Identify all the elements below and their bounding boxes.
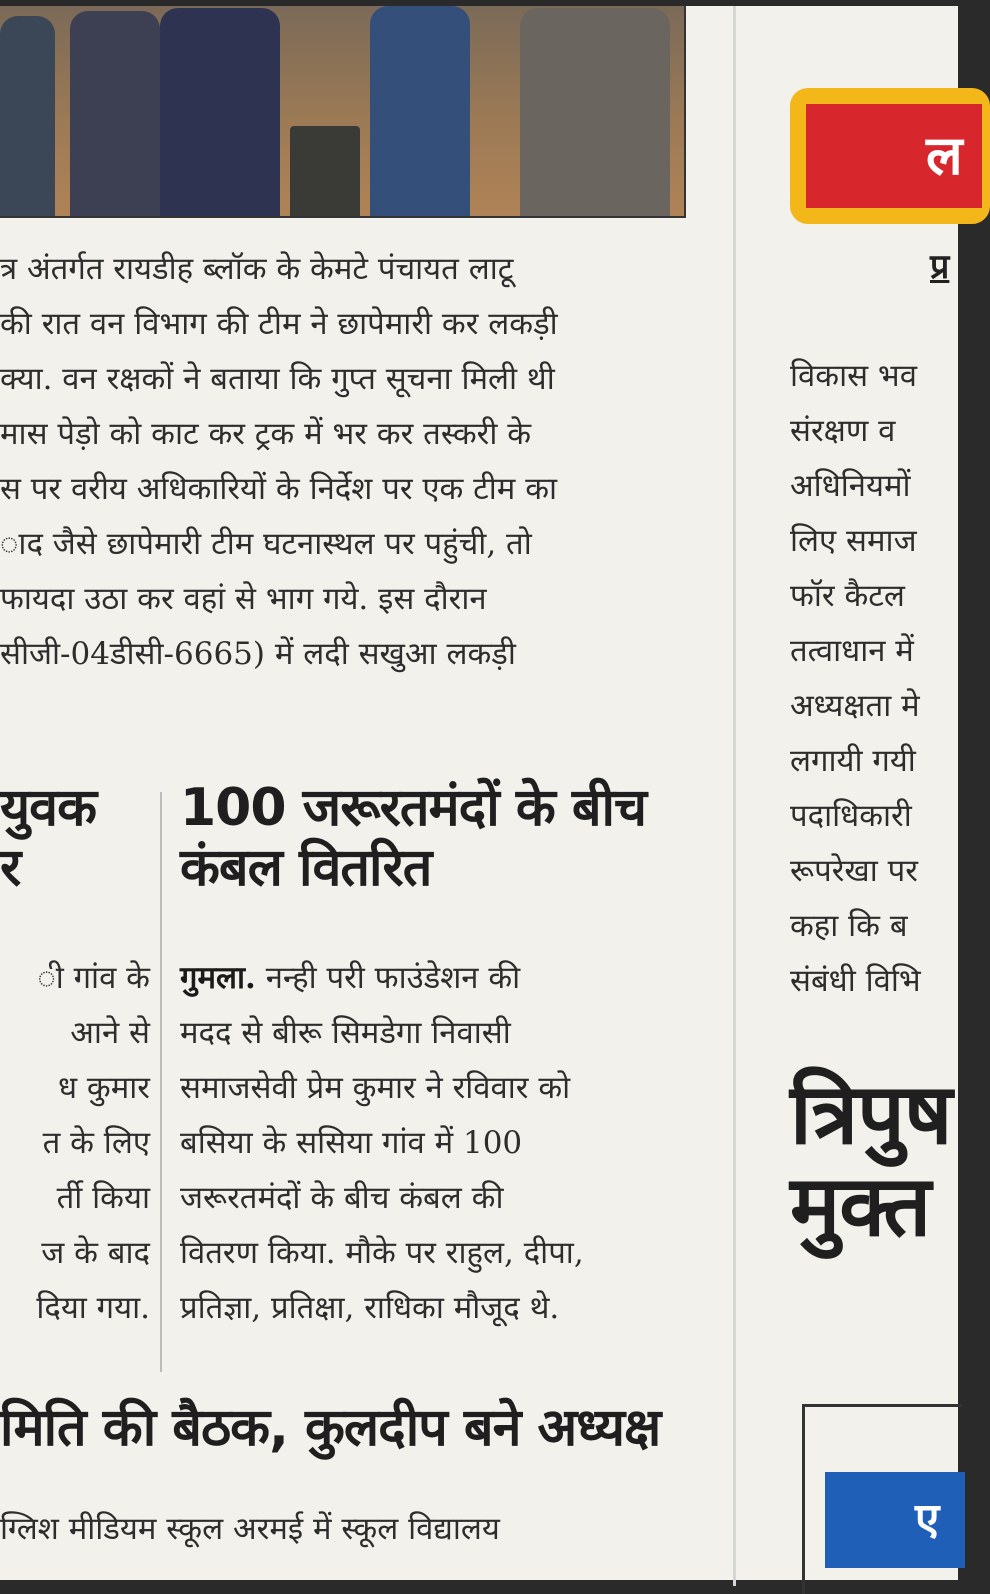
newspaper-page (0, 6, 963, 1580)
middle-article-line: बसिया के ससिया गांव में 100 (180, 1125, 523, 1161)
headline-line: त्रिपुष (790, 1065, 952, 1163)
middle-article-text: नन्ही परी फाउंडेशन की (255, 960, 521, 996)
lead-article-line: की रात वन विभाग की टीम ने छापेमारी कर लकड़ी (0, 306, 558, 342)
right-article-line: रूपरेखा पर (790, 853, 918, 889)
middle-article-headline (180, 778, 680, 898)
left-article-line: ी गांव के (37, 960, 150, 996)
bottom-article-line: ग्लिश मीडियम स्कूल अरमई में स्कूल विद्यालय (0, 1511, 500, 1547)
left-article-line: ज के बाद (41, 1235, 150, 1271)
news-photo (0, 6, 686, 218)
right-article-line: तत्वाधान में (790, 633, 914, 669)
headline-line: युवक (0, 778, 97, 838)
banner-text: ल (806, 104, 982, 208)
lead-article-line: फायदा उठा कर वहां से भाग गये. इस दौरान (0, 581, 487, 617)
headline-line: मुक्त (790, 1157, 931, 1255)
lead-article-line: सीजी-04डीसी-6665) में लदी सखुआ लकड़ी (0, 636, 516, 672)
middle-article-line: प्रतिज्ञा, प्रतिक्षा, राधिका मौजूद थे. (180, 1290, 560, 1326)
column-rule (160, 792, 162, 1372)
section-banner (790, 88, 990, 224)
left-article-body (0, 951, 150, 1336)
right-article-line: फॉर कैटल (790, 578, 905, 614)
left-article-line: र्ती किया (56, 1180, 150, 1216)
right-article-line: लिए समाज (790, 523, 917, 559)
middle-article-line: समाजसेवी प्रेम कुमार ने रविवार को (180, 1070, 571, 1106)
lead-article-line: स पर वरीय अधिकारियों के निर्देश पर एक टीम का (0, 471, 558, 507)
bottom-article-headline: मिति की बैठक, कुलदीप बने अध्यक्ष (0, 1398, 661, 1458)
lead-article-line: ाद जैसे छापेमारी टीम घटनास्थल पर पहुंची, तो (0, 526, 532, 562)
left-article-line: त के लिए (42, 1125, 150, 1161)
left-article-line: आने से (70, 1015, 150, 1051)
right-article-line: अधिनियमों (790, 468, 911, 504)
right-article-line: विकास भव (790, 358, 917, 394)
right-article-body (790, 349, 958, 1009)
right-article-line: पदाधिकारी (790, 798, 912, 834)
middle-article-line: जरूरतमंदों के बीच कंबल की (180, 1180, 504, 1216)
right-subhead: प्र (930, 247, 950, 287)
right-article-line: लगायी गयी (790, 743, 916, 779)
lead-article-body (0, 242, 684, 682)
right-article-headline (790, 1065, 958, 1255)
lead-article-line: क्या. वन रक्षकों ने बताया कि गुप्त सूचना मिली थी (0, 361, 555, 397)
left-article-line: ध कुमार (58, 1070, 150, 1106)
column-divider (733, 6, 736, 1586)
middle-article-body (180, 951, 680, 1336)
middle-article-line: वितरण किया. मौके पर राहुल, दीपा, (180, 1235, 584, 1271)
right-blue-label: ए (825, 1472, 965, 1568)
right-article-line: संरक्षण व (790, 413, 896, 449)
dateline: गुमला. (180, 960, 256, 996)
headline-line: 100 जरूरतमंदों के बीच (180, 778, 647, 838)
left-article-headline (0, 778, 150, 898)
left-article-line: दिया गया. (36, 1290, 150, 1326)
middle-article-line (180, 951, 680, 1006)
headline-line: कंबल वितरित (180, 838, 432, 898)
lead-article-line: मास पेड़ो को काट कर ट्रक में भर कर तस्करी के (0, 416, 532, 452)
headline-line: र (0, 838, 21, 898)
lead-article-line: त्र अंतर्गत रायडीह ब्लॉक के केमटे पंचायत लाटू (0, 251, 514, 287)
right-article-line: संबंधी विभि (790, 963, 921, 999)
right-article-line: कहा कि ब (790, 908, 908, 944)
right-article-line: अध्यक्षता मे (790, 688, 920, 724)
middle-article-line: मदद से बीरू सिमडेगा निवासी (180, 1015, 511, 1051)
